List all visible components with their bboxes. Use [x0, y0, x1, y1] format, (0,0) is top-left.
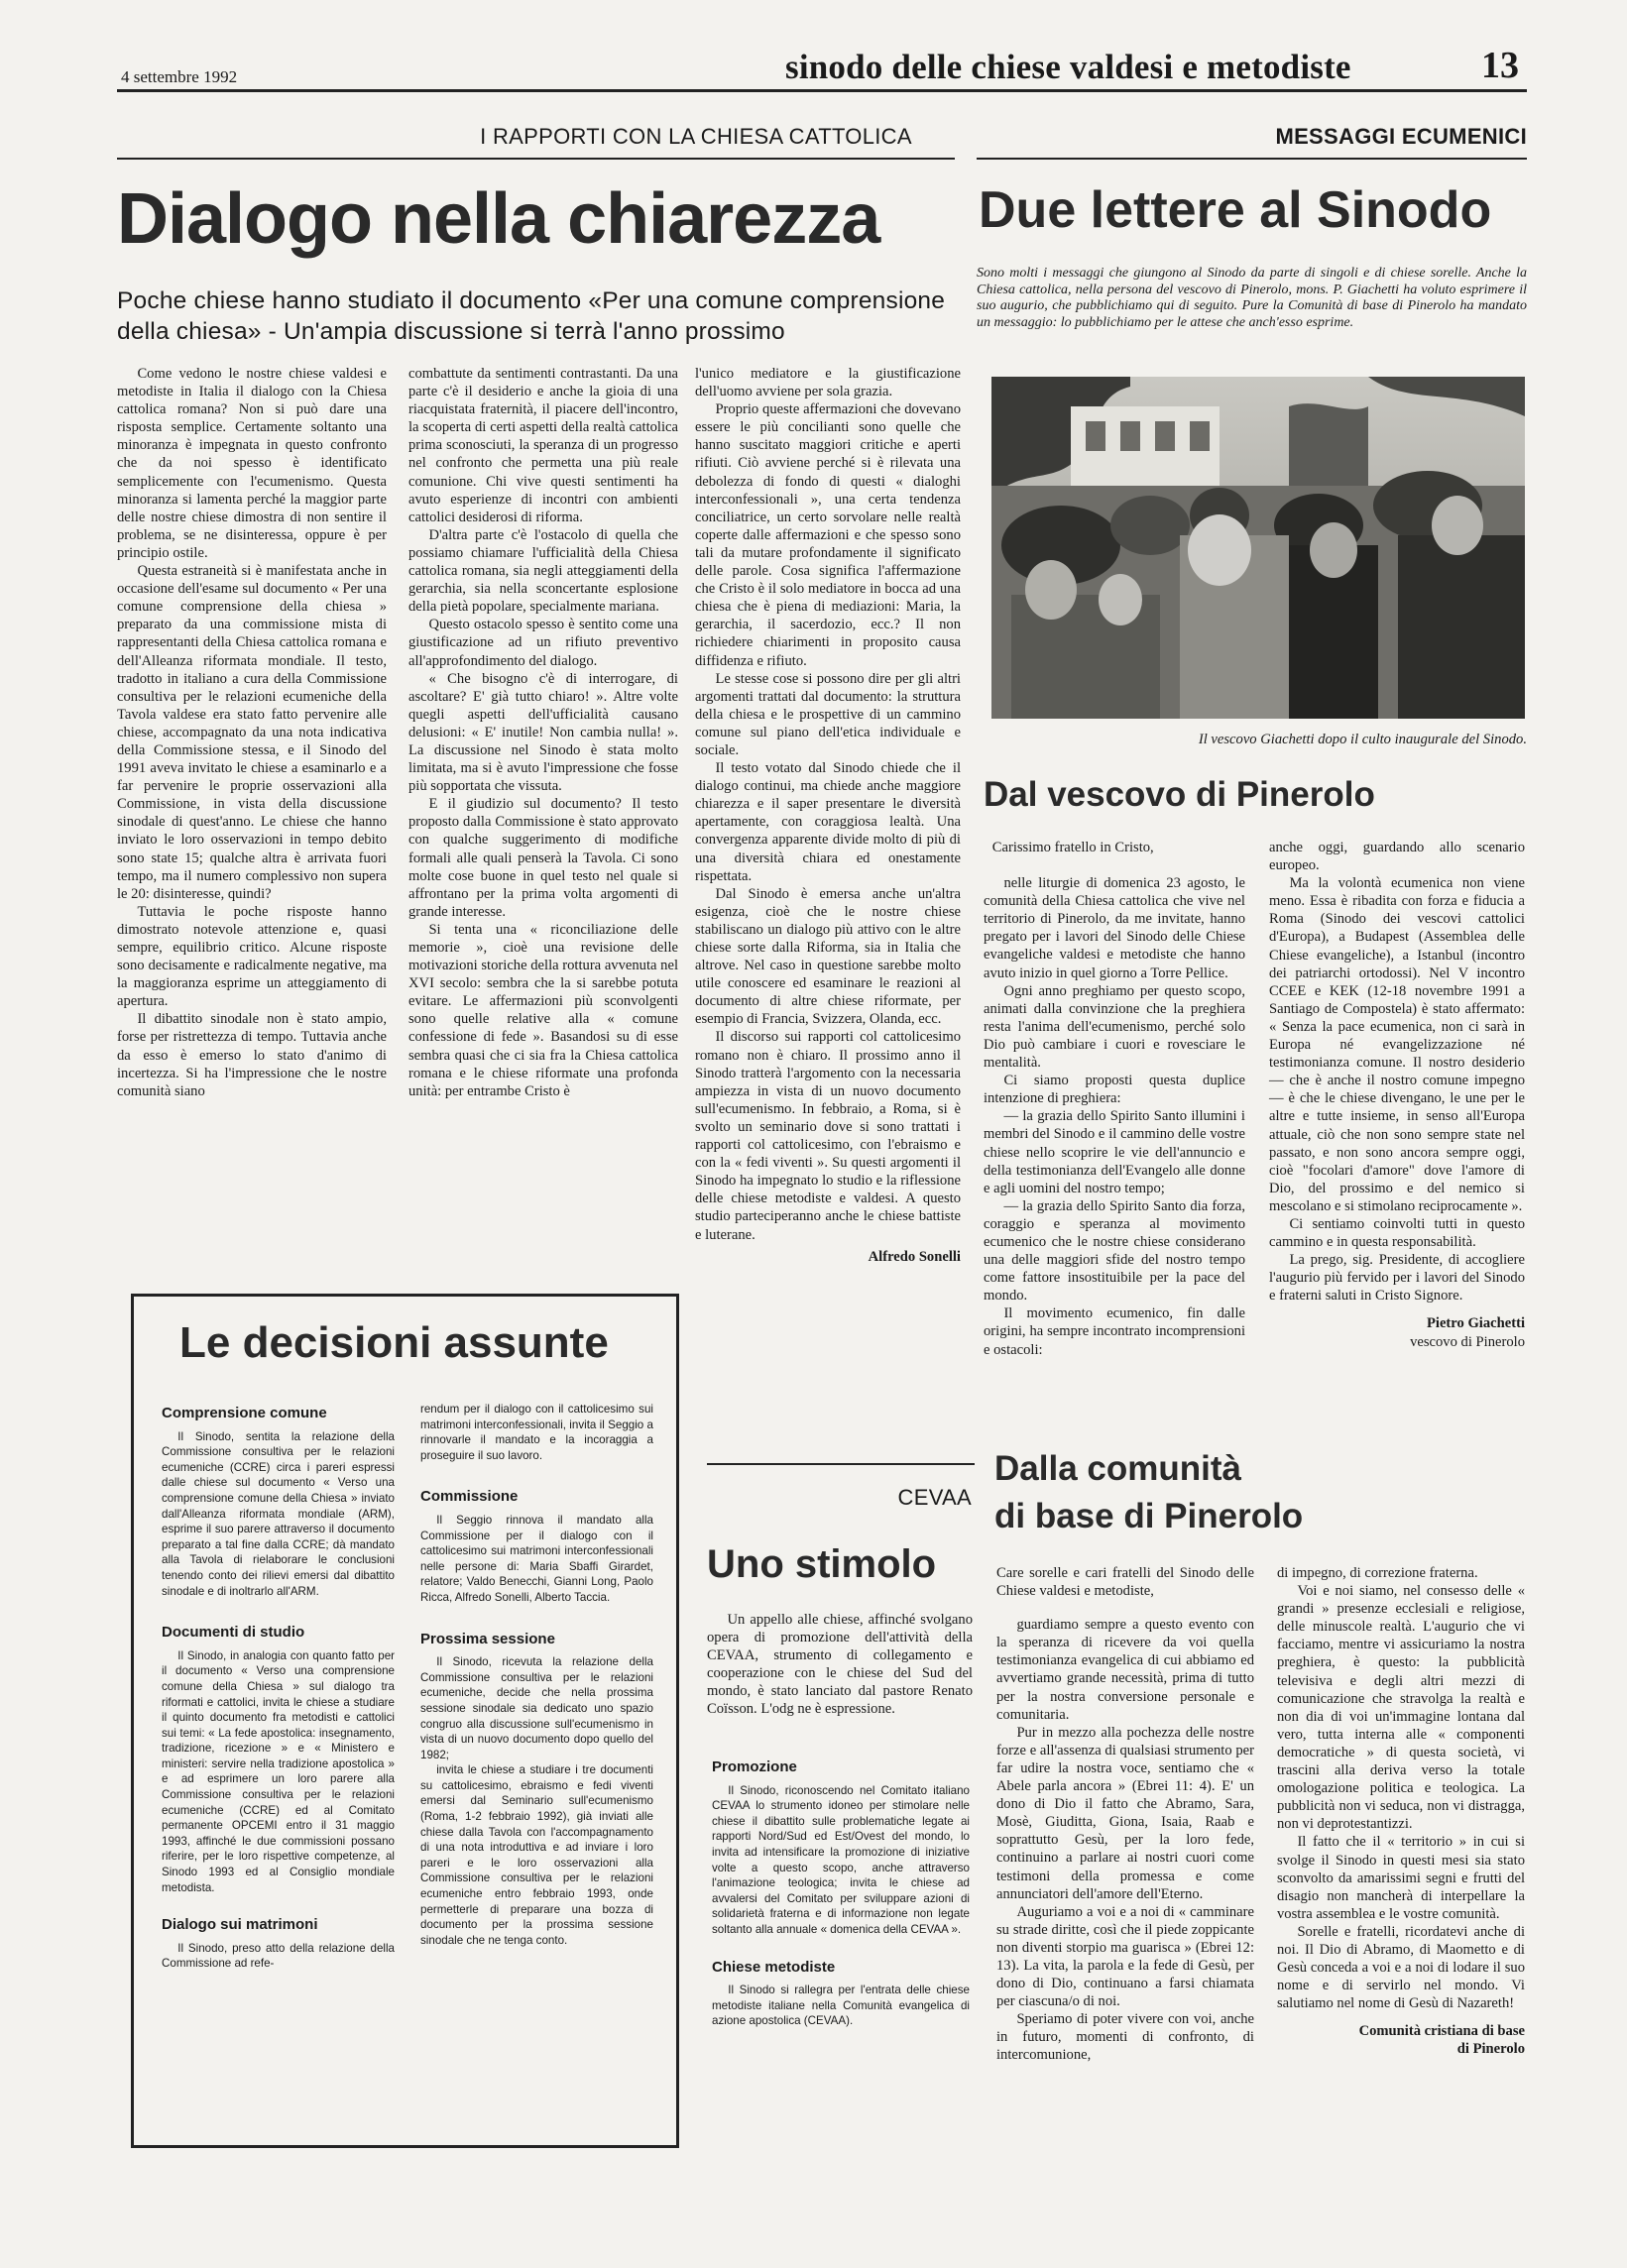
decisions-box — [131, 1294, 679, 2148]
bishop-headline: Dal vescovo di Pinerolo — [984, 775, 1375, 814]
letter-paragraph: Ma la volontà ecumenica non viene meno. Essa è ribadita con forza e fiducia a Roma (Sinodo dei vescovi cattolici d'Europa), a Budapest (Assemblea delle Chiese evangeliche), a Istanbul (incontro dei patriarchi ortodossi). Nel V incontro CCEE e KEK (12-18 novembre 1991 a Santiago de Compostela) è stato affermato: « Senza la pace ecumenica, non ci sarà in Europa né evangelizzazione né testimonianza comune. Il nostro desiderio — che è anche il nostro comune impegno — è che le chiese divengano, le une per le altre e tutte insieme, in senso all'Europa attuale, ciò che non sono sempre state nel passato, e non sono ancora sempre oggi, cioè "focolari d'amore" dove l'amore di Dio, del prossimo e del nemico si mescolano e si stimolano reciprocamente ». — [1269, 875, 1525, 1214]
bishop-signature: Pietro Giachetti — [1426, 1315, 1525, 1332]
main-headline: Dialogo nella chiarezza — [117, 179, 880, 259]
letter-paragraph: Ci sentiamo coinvolti tutti in questo cammino e in questa responsabilità. — [1269, 1215, 1525, 1251]
cevaa-text: Il Sinodo, riconoscendo nel Comitato italiano CEVAA lo strumento idoneo per stimolare nelle chiese il dibattito sulle problematiche legate ai rapporti Nord/Sud ed Est/Ovest del mondo, lo invita ad intensificare la promozione di iniziative volte a questo scopo, anche attraverso l'animazione teologica; invita le chiese ad avvalersi del Comitato per sviluppare azioni di solidarietà fraterna e di informazione non legate soltanto alla annuale « domenica della CEVAA ». — [712, 1783, 970, 1936]
cevaa-heading: Chiese metodiste — [712, 1958, 836, 1976]
letter-paragraph: — la grazia dello Spirito Santo dia forza, coraggio e speranza al movimento ecumenico che le nostre chiese considerano una delle maggiori sfide del nostro tempo come fattore insostituibile per la pace del mondo. — [984, 1197, 1245, 1304]
bishop-column-2 — [1269, 839, 1525, 1351]
article-paragraph: Il testo votato dal Sinodo chiede che il dialogo continui, ma chiede anche maggiore chiarezza e il saper presentare le diversità apertamente, con coraggiosa lealtà. Una convergenza apparente divide molto di più di una diversità chiara ed onestamente rispettata. — [695, 760, 961, 884]
bishop-signature-role: vescovo di Pinerolo — [1410, 1333, 1525, 1350]
article-paragraph: Il discorso sui rapporti col cattolicesimo romano non è chiaro. Il prossimo anno il Sinodo tratterà l'argomento con la necessaria ampiezza in vista di un nuovo documento sull'ecumenismo. In febbraio, a Roma, si è svolto un seminario dove si sono trattati i rapporti col cattolicesimo, con l'ebraismo e con la « fedi viventi ». Su questi argomenti il Sinodo ha impegnato lo studio e la riflessione delle chiese metodiste e valdesi. A questo studio parteciperanno anche le chiese battiste e luterane. — [695, 1029, 961, 1243]
letter-paragraph: Il movimento ecumenico, fin dalle origini, ha sempre incontrato incomprensioni e ostacoli: — [984, 1305, 1245, 1358]
section-kicker-right: MESSAGGI ECUMENICI — [1275, 124, 1527, 149]
bishop-column-1 — [984, 839, 1245, 1359]
cevaa-headline: Uno stimolo — [707, 1542, 937, 1586]
photo-caption: Il vescovo Giachetti dopo il culto inaugurale del Sinodo. — [1198, 732, 1527, 747]
bishop-photo — [991, 377, 1525, 719]
article-paragraph: Il dibattito sinodale non è stato ampio, forse per ristrettezza di tempo. Tuttavia anche da esso è emerso lo stato d'animo di incertezza. Si ha l'impressione che le nostre comunità siano — [117, 1011, 387, 1099]
community-headline-line-2: di base di Pinerolo — [994, 1497, 1304, 1535]
right-intro: Sono molti i messaggi che giungono al Sinodo da parte di singoli e di chiese sorelle. Anche la Chiesa cattolica, nella persona del vescovo di Pinerolo, mons. P. Giachetti ha voluto esprimere il suo augurio, che pubblichiamo qui di seguito. Pure la Comunità di base di Pinerolo ha mandato un messaggio: lo pubblichiamo per le attese che anch'esso esprime. — [977, 266, 1527, 330]
cevaa-rule — [707, 1463, 975, 1465]
decision-heading: Comprensione comune — [162, 1405, 327, 1421]
community-headline-line-1: Dalla comunità — [994, 1449, 1241, 1488]
decision-text: Il Sinodo, in analogia con quanto fatto per il documento « Verso una comprensione comune della Chiesa » sul dialogo tra riformati e cattolici, invita le chiese a studiare il quinto documento fra metodisti e cattolici sui temi: « La fede apostolica: insegnamento, tradizione, ricezione » e « Ministero e ministeri: servire nella tradizione apostolica » e ad esprimere un loro parere alla Commissione consultiva per le relazioni ecumeniche (CCRE) ed al Comitato permanente OPCEMI entro il 31 maggio 1993, affinché le due commissioni possano riferire, per le loro rispettive competenze, al Sinodo 1993 ed al Consiglio mondiale metodista. — [162, 1648, 395, 1894]
photo-crowd-image — [991, 377, 1525, 719]
article-paragraph: Questo ostacolo spesso è sentito come una giustificazione ad un rifiuto preventivo all'approfondimento del dialogo. — [408, 617, 678, 669]
decision-text: invita le chiese a studiare i tre documenti su cattolicesimo, ebraismo e fedi viventi emersi dal Seminario sull'ecumenismo (Roma, 1-2 febbraio 1992), già inviati alle chiese dalla Tavola con l'accompagnamento di una nota introduttiva e ad inviare i loro pareri e le loro osservazioni alla Commissione consultiva per le relazioni ecumeniche entro febbraio 1993, onde permetterle di preparare una bozza di documento per la prossima sessione sinodale che ne tenga conto. — [420, 1763, 653, 1947]
cevaa-text: Il Sinodo si rallegra per l'entrata delle chiese metodiste italiane nella Comunità evangelica di azione apostolica (CEVAA). — [712, 1984, 970, 2028]
article-paragraph: D'altra parte c'è l'ostacolo di quella che possiamo chiamare l'ufficialità della Chiesa cattolica romana, sia negli atteggiamenti della gerarchia, sia nella sconcertante esplosione della pietà popolare, specialmente mariana. — [408, 526, 678, 616]
letter-paragraph: Ogni anno preghiamo per questo scopo, animati dalla convinzione che la preghiera resta l'anima dell'ecumenismo, perché solo Dio può cambiare i cuori e rovesciare le mentalità. — [984, 982, 1245, 1072]
article-paragraph: combattute da sentimenti contrastanti. Da una parte c'è il desiderio e anche la gioia di una riacquistata fraternità, il piacere dell'incontro, la scoperta di certi aspetti della realtà cattolica prima sconosciuti, la speranza di un progresso nel confronto che permetta una più reale comunione. Chi vive questi sentimenti ha avuto esperienze di incontri con ambienti cattolici desiderosi di riforma. — [408, 366, 678, 525]
article-paragraph: Dal Sinodo è emersa anche un'altra esigenza, cioè che le nostre chiese stabiliscano un dialogo più attivo con le altre chiese sorte dalla Riforma, sia in Italia che altrove. Nel caso in questione sarebbe molto utile conoscere ed esaminare le reazioni al documento di altre chiese riformate, per esempio di Francia, Svizzera, Olanda, ecc. — [695, 885, 961, 1028]
decisions-column-1 — [162, 1406, 395, 1972]
decision-heading: Prossima sessione — [420, 1630, 555, 1647]
article-paragraph: Questa estraneità si è manifestata anche in occasione dell'esame sul documento « Per una comune comprensione della chiesa » preparato da una commissione mista di rappresentanti della Chiesa cattolica romana e dell'Alleanza riformata mondiale. Il testo, tradotto in italiano a cura della Commissione consultiva per le relazioni ecumeniche della Tavola valdese era stato fatto pervenire alle chiese, accompagnato da una nota indicativa della Commissione stessa, e il Sinodo del 1991 aveva invitato le chiese a esaminarlo e a far pervenire le proprie osservazioni alla Commissione, in vista della discussione sinodale di quest'anno. Le chiese che hanno inviato le loro osservazioni in tempo debito sono state 15; qualche altra è arrivata fuori tempo, ma il numero complessivo non supera le 20: disinteresse, quindi? — [117, 563, 387, 902]
letter-paragraph: La prego, sig. Presidente, di accogliere l'augurio più fervido per i lavori del Sinodo e fraterni saluti in Cristo Signore. — [1269, 1252, 1525, 1304]
letter-paragraph: Il fatto che il « territorio » in cui si svolge il Sinodo in questi mesi sia stato sconvolto da amarissimi segni e frutti del disagio non mancherà di interpellare la vostra assemblea e le vostre comunità. — [1277, 1834, 1525, 1922]
decision-text: Il Sinodo, preso atto della relazione della Commissione ad refe- — [162, 1941, 395, 1971]
letter-paragraph: — la grazia dello Spirito Santo illumini i membri del Sinodo e il cammino delle vostre chiese nello scoprire le vie dell'annuncio e della testimonianza dell'Evangelo alle donne e agli uomini del nostro tempo; — [984, 1108, 1245, 1196]
letter-paragraph: Sorelle e fratelli, ricordatevi anche di noi. Il Dio di Abramo, di Maometto e di Gesù conceda a voi e a noi di lodare il suo nome e di servirlo nel mondo. Vi salutiamo nel nome di Gesù di Nazareth! — [1277, 1923, 1525, 2012]
main-subhead: Poche chiese hanno studiato il documento «Per una comune comprensione della chiesa» - Un'ampia discussione si terrà l'anno prossimo — [117, 287, 946, 345]
article-column-3 — [695, 365, 961, 1266]
cevaa-decisions — [712, 1759, 970, 2029]
article-paragraph: Proprio queste affermazioni che dovevano essere le più concilianti sono quelle che hanno suscitato maggiori critiche e aperti rifiuti. Ciò avviene perché si è rilevata una debolezza di fondo di questi « dialoghi interconfessionali », una certa tendenza conciliatrice, un certo sorvolare nelle realtà coperte dalle affermazioni e che spesso sono tali da mutare profondamente il significato delle parole. Cosa significa l'affermazione che Cristo è il solo mediatore in bocca ad una chiesa che è piena di mediazioni: Maria, la gerarchia, il sacerdozio, ecc.? Il non richiedere chiarimenti in proposito causa diffidenza e rifiuto. — [695, 401, 961, 669]
letter-salutation: Carissimo fratello in Cristo, — [991, 840, 1154, 855]
community-signature: Comunità cristiana di base — [1358, 2023, 1525, 2040]
masthead-rule — [117, 89, 1527, 92]
letter-paragraph: Speriamo di poter vivere con voi, anche in futuro, momenti di confronto, di intercomunione, — [996, 2011, 1254, 2064]
page-number: 13 — [1481, 45, 1519, 86]
letter-paragraph: Pur in mezzo alla pochezza delle nostre forze e all'assenza di qualsiasi strumento per far udire la nostra voce, sentiamo che « Abele parla ancora » (Ebrei 11: 4). E' un dono di Dio il fatto che Abramo, Sara, Mosè, Giuditta, Giona, Isaia, Raab e soprattutto Gesù, per la loro fede, continuino a parlare ai nostri cuori come testimoni della promessa e come annunciatori dell'amore dell'Eterno. — [996, 1724, 1254, 1902]
decisions-column-2 — [420, 1402, 653, 1948]
article-paragraph: Come vedono le nostre chiese valdesi e metodiste in Italia il dialogo con la Chiesa cattolica romana? Non si può dare una risposta semplice. Certamente soltanto una minoranza è impegnata in questo confronto che da noi spesso è identificato semplicemente con l'ecumenismo. Questa minoranza si lamenta perché la maggior parte delle nostre chiese dimostra di non sentire il problema, se ne disinteressa, oppure è per principio ostile. — [117, 366, 387, 561]
masthead-title: sinodo delle chiese valdesi e metodiste — [785, 48, 1351, 86]
decision-heading: Dialogo sui matrimoni — [162, 1916, 318, 1934]
letter-paragraph: di impegno, di correzione fraterna. — [1277, 1565, 1478, 1581]
article-paragraph: Le stesse cose si possono dire per gli altri argomenti trattati dal documento: la struttura della chiesa e le prospettive di un cammino comune sul piano dell'etica individuale e sociale. — [695, 670, 961, 758]
article-paragraph: Si tenta una « riconciliazione delle memorie », cioè una revisione delle motivazioni storiche della rottura avvenuta nel XVI secolo: sembra che la si sarebbe potuta evitare. Le affermazioni più sconvolgenti sono quelle relative alla « comune confessione di fede ». Basandosi su di esse sembra quasi che ci sia fra la Chiesa cattolica romana e le chiese riformate una profonda unità: per entrambe Cristo è — [408, 921, 678, 1099]
decision-heading: Documenti di studio — [162, 1624, 305, 1642]
cevaa-kicker: CEVAA — [897, 1485, 972, 1510]
decision-heading: Commissione — [420, 1488, 519, 1506]
community-column-2 — [1277, 1564, 1525, 2059]
letter-paragraph: nelle liturgie di domenica 23 agosto, le comunità della Chiesa cattolica che vive nel territorio di Pinerolo, da me invitate, hanno pregato per i lavori del Sinodo delle Chiese evangeliche valdesi e metodiste che hanno avuto inizio in quel giorno a Torre Pellice. — [984, 875, 1245, 981]
letter-paragraph: Ci siamo proposti questa duplice intenzione di preghiera: — [984, 1073, 1245, 1107]
article-paragraph: Tuttavia le poche risposte hanno dimostrato notevole attenzione e, quasi sempre, equilibrio critico. Alcune risposte sono decisamente e radicalmente negative, ma la maggioranza esprime un atteggiamento di apertura. — [117, 903, 387, 1010]
letter-paragraph: Voi e noi siamo, nel consesso delle « grandi » presenze ecclesiali e religiose, delle minuscole realtà. L'augurio che vi facciamo, mentre vi assicuriamo la nostra preghiera, è questo: la pubblicità televisiva e degli altri mezzi di comunicazione che stravolga la realtà e non dia di voi un'immagine lontana dal vero, tutta interna alle « componenti democratiche » di questa società, vi trascini alla deriva verso la totale omologazione politica e teologica. La pubblicità non vi seduca, non vi distragga, non vi deprotestantizzi. — [1277, 1583, 1525, 1833]
kicker-rule-left — [117, 158, 955, 160]
right-headline: Due lettere al Sinodo — [979, 181, 1492, 239]
letter-paragraph: Auguriamo a voi e a noi di « camminare su strade diritte, così che il piede zoppicante non diventi storpio ma guarisca » (Ebrei 12: 13). La vita, la parola e la fede di Gesù, per dono di Dio, continuano a farsi chiamata per ciascuna/o di noi. — [996, 1903, 1254, 2010]
article-signature: Alfredo Sonelli — [868, 1248, 961, 1265]
cevaa-intro — [707, 1611, 973, 1719]
cevaa-intro-text: Un appello alle chiese, affinché svolgano opera di promozione dell'attività della CEVAA, strumento di collegamento e cooperazione con le chiese del Sud del mondo, è stato lanciato dal pastore Renato Coïsson. L'odg ne è espressione. — [707, 1612, 973, 1718]
kicker-rule-right — [977, 158, 1527, 160]
article-paragraph: « Che bisogno c'è di interrogare, di ascoltare? E' già tutto chiaro! ». Altre volte quegli aspetti dell'ufficialità causano delusioni: « E' inutile! Non cambia nulla! ». La discussione nel Sinodo è stata molto limitata, ma si è avuto l'impressione che fosse più sopportata che vissuta. — [408, 670, 678, 795]
article-column-1 — [117, 365, 387, 1100]
letter-paragraph: anche oggi, guardando allo scenario europeo. — [1269, 840, 1525, 874]
letter-salutation: Care sorelle e cari fratelli del Sinodo delle Chiese valdesi e metodiste, — [996, 1565, 1254, 1600]
article-paragraph: E il giudizio sul documento? Il testo proposto dalla Commissione è stato approvato con qualche suggerimento di modifiche formali alle quali penserà la Tavola. Ci sono molte cose buone in quel testo nel quale si affrontano per la prima volta argomenti di grande interesse. — [408, 796, 678, 920]
community-signature-place: di Pinerolo — [1456, 2041, 1525, 2058]
masthead-date: 4 settembre 1992 — [121, 67, 238, 86]
community-column-1 — [996, 1564, 1254, 2065]
decision-text: Il Sinodo, sentita la relazione della Commissione consultiva per le relazioni ecumeniche (CCRE) circa i pareri espressi dalle chiese sul documento « Verso una comprensione comune della Chiesa » inviato dall'Alleanza riformata mondiale (ARM), esprime il suo parere attraverso il documento preparato a tal fine dalla CCRE; dà mandato alla Tavola di rielaborare le conclusioni tenendo conto dei rilievi emersi dal dibattito sinodale e di inoltrarlo all'ARM. — [162, 1429, 395, 1598]
decision-text: Il Seggio rinnova il mandato alla Commissione per il dialogo con il cattolicesimo sui matrimoni interconfessionali nelle persone di: Maria Sbaffi Girardet, relatore; Valdo Benecchi, Gianni Long, Paolo Ricca, Alfredo Sonelli, Alberto Taccia. — [420, 1513, 653, 1604]
article-column-2 — [408, 365, 678, 1100]
decisions-title: Le decisioni assunte — [179, 1318, 609, 1367]
article-paragraph: l'unico mediatore e la giustificazione dell'uomo avviene per sola grazia. — [695, 366, 961, 400]
letter-paragraph: guardiamo sempre a questo evento con la speranza di ricevere da voi quella testimonianza evangelica di cui abbiamo ed avvertiamo grande necessità, prima di tutto per la nostra conversione personale e comunitaria. — [996, 1617, 1254, 1723]
decision-text: rendum per il dialogo con il cattolicesimo sui matrimoni interconfessionali, invita il Seggio a rinnovarle il mandato e la incoraggia a proseguire il suo lavoro. — [420, 1403, 653, 1462]
section-kicker-left: I RAPPORTI CON LA CHIESA CATTOLICA — [480, 124, 912, 149]
cevaa-heading: Promozione — [712, 1758, 797, 1775]
decision-text: Il Sinodo, ricevuta la relazione della Commissione consultiva per le relazioni ecumeniche, decide che nella prossima sessione sinodale sia dedicato uno spazio congruo alla discussione sull'ecumenismo in vista di un nuovo documento dopo quello del 1982; — [420, 1655, 653, 1761]
